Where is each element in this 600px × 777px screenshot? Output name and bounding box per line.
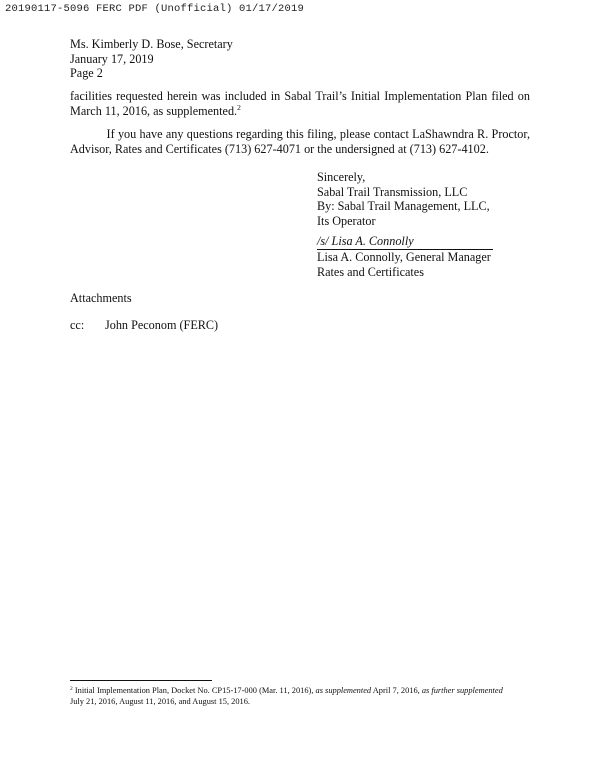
company-name: Sabal Trail Transmission, LLC [317,184,468,199]
letter-header [70,37,233,81]
cc-label: cc: [70,318,85,332]
addressee: Ms. Kimberly D. Bose, Secretary [70,37,233,51]
paragraph-line: Advisor, Rates and Certificates (713) 627-4071 or the undersigned at (713) 627-4102. [70,141,489,156]
signatory-block [317,250,491,279]
closing-block [317,170,490,228]
footnote-line: July 21, 2016, August 11, 2016, and August 15, 2016. [70,697,250,707]
footnote-text: April 7, 2016, [371,686,422,695]
footnote [70,685,532,707]
footnote-line [70,685,532,696]
signatory-name-title: Lisa A. Connolly, General Manager [317,250,491,264]
paragraph-line [70,127,530,142]
signatory-department: Rates and Certificates [317,264,424,279]
filing-stamp: 20190117-5096 FERC PDF (Unofficial) 01/17/2019 [5,3,305,15]
operator-role: Its Operator [317,213,376,228]
letter-date: January 17, 2019 [70,51,154,66]
footnote-divider [70,680,212,681]
footnote-reference: 2 [237,102,241,112]
cc-line [70,318,218,333]
footnote-text: Initial Implementation Plan, Docket No. CP15-17-000 (Mar. 11, 2016), [72,686,316,695]
footnote-emphasis: as further supplemented [421,686,503,695]
page-number: Page 2 [70,66,103,81]
footnote-emphasis: as supplemented [315,686,372,695]
attachments-label: Attachments [70,291,132,305]
footnote-number: 2 [70,686,73,692]
paragraph-line: facilities requested herein was included in Sabal Trail’s Initial Implementation Plan filed on [70,89,530,103]
paragraph-text: March 11, 2016, as supplemented. [70,103,238,118]
paragraph-contact [70,127,530,156]
salutation: Sincerely, [317,170,366,184]
by-line: By: Sabal Trail Management, LLC, [317,199,490,214]
cc-recipient: John Peconom (FERC) [105,318,219,332]
signature-line: /s/ Lisa A. Connolly [317,235,493,250]
paragraph-text: If you have any questions regarding this filing, please contact LaShawndra R. Proctor, [106,127,530,141]
paragraph-implementation-plan [70,89,530,118]
paragraph-line [70,104,530,119]
